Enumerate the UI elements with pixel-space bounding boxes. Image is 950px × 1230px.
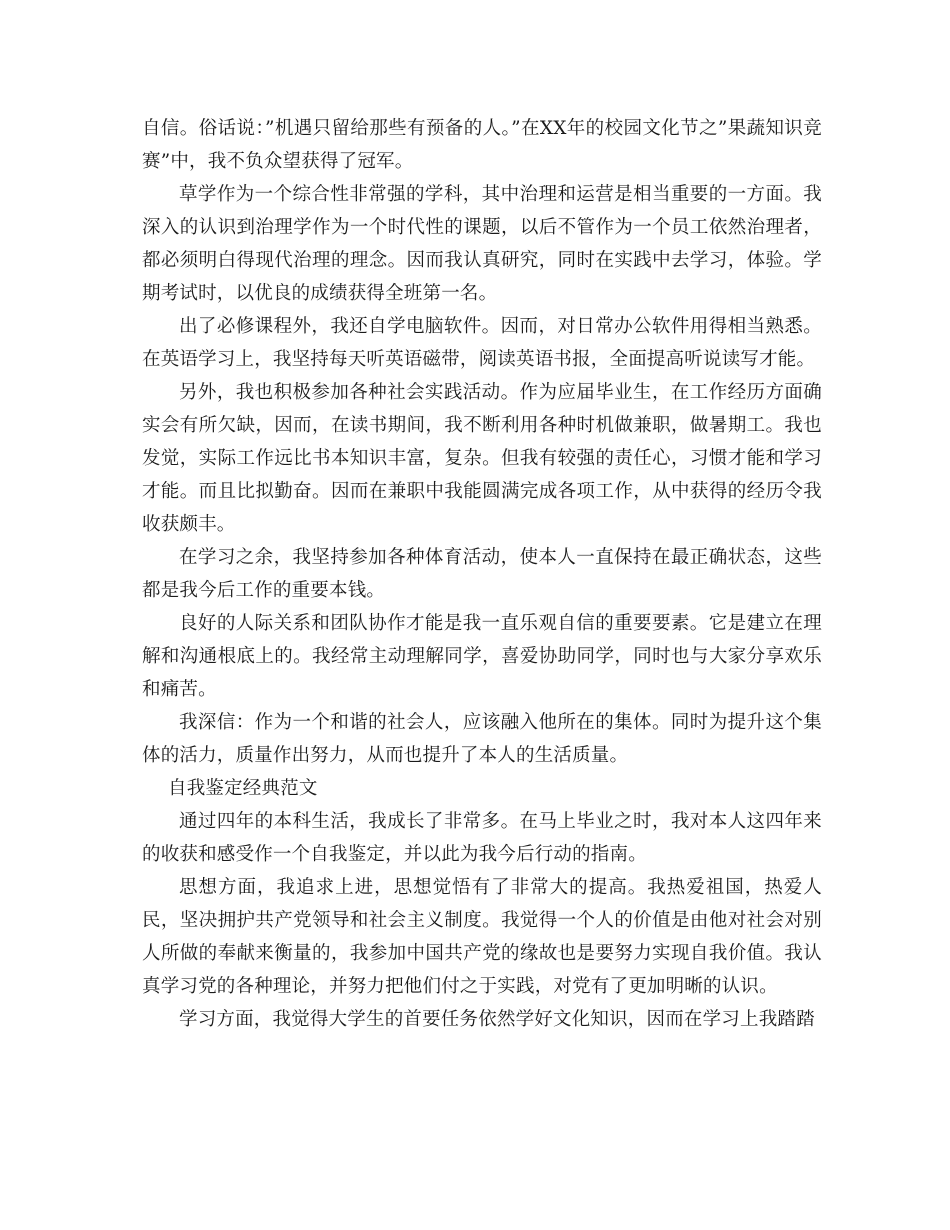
paragraph-10: 学习方面，我觉得大学生的首要任务依然学好文化知识，因而在学习上我踏踏	[179, 1009, 815, 1030]
paragraph-2: 草学作为一个综合性非常强的学科，其中治理和运营是相当重要的一方面。我深入的认识到治理学作为一个时代性的课题，以后不管作为一个员工依然治理者，都必须明白得现代治理的理念。因而我认真研究，同时在实践中去学习，体验。学期考试时，以优良的成绩获得全班第一名。	[142, 184, 822, 304]
paragraph-4: 另外，我也积极参加各种社会实践活动。作为应届毕业生，在工作经历方面确实会有所欠缺，因而，在读书期间，我不断利用各种时机做兼职，做暑期工。我也发觉，实际工作远比书本知识丰富，复杂。但我有较强的责任心，习惯才能和学习才能。而且比拟勤奋。因而在兼职中我能圆满完成各项工作，从中获得的经历令我收获颇丰。	[142, 382, 822, 535]
paragraph-8: 通过四年的本科生活，我成长了非常多。在马上毕业之时，我对本人这四年来的收获和感受作一个自我鉴定，并以此为我今后行动的指南。	[142, 811, 822, 865]
paragraph-9: 思想方面，我追求上进，思想觉悟有了非常大的提高。我热爱祖国，热爱人民，坚决拥护共产党领导和社会主义制度。我觉得一个人的价值是由他对社会对别人所做的奉献来衡量的，我参加中国共产党的缘故也是要努力实现自我价值。我认真学习党的各种理论，并努力把他们付之于实践，对党有了更加明晰的认识。	[142, 877, 822, 997]
section-heading: 自我鉴定经典范文	[168, 778, 318, 799]
paragraph-1: 自信。俗话说：”机遇只留给那些有预备的人。”在XX年的校园文化节之”果蔬知识竞赛”中，我不负众望获得了冠军。	[142, 118, 822, 172]
document-body	[142, 112, 822, 1036]
paragraph-7: 我深信：作为一个和谐的社会人，应该融入他所在的集体。同时为提升这个集体的活力，质量作出努力，从而也提升了本人的生活质量。	[142, 712, 822, 766]
paragraph-3: 出了必修课程外，我还自学电脑软件。因而，对日常办公软件用得相当熟悉。在英语学习上，我坚持每天听英语磁带，阅读英语书报，全面提高听说读写才能。	[142, 316, 822, 370]
paragraph-5: 在学习之余，我坚持参加各种体育活动，使本人一直保持在最正确状态，这些都是我今后工作的重要本钱。	[142, 547, 822, 601]
paragraph-6: 良好的人际关系和团队协作才能是我一直乐观自信的重要要素。它是建立在理解和沟通根底上的。我经常主动理解同学，喜爱协助同学，同时也与大家分享欢乐和痛苦。	[142, 613, 822, 700]
